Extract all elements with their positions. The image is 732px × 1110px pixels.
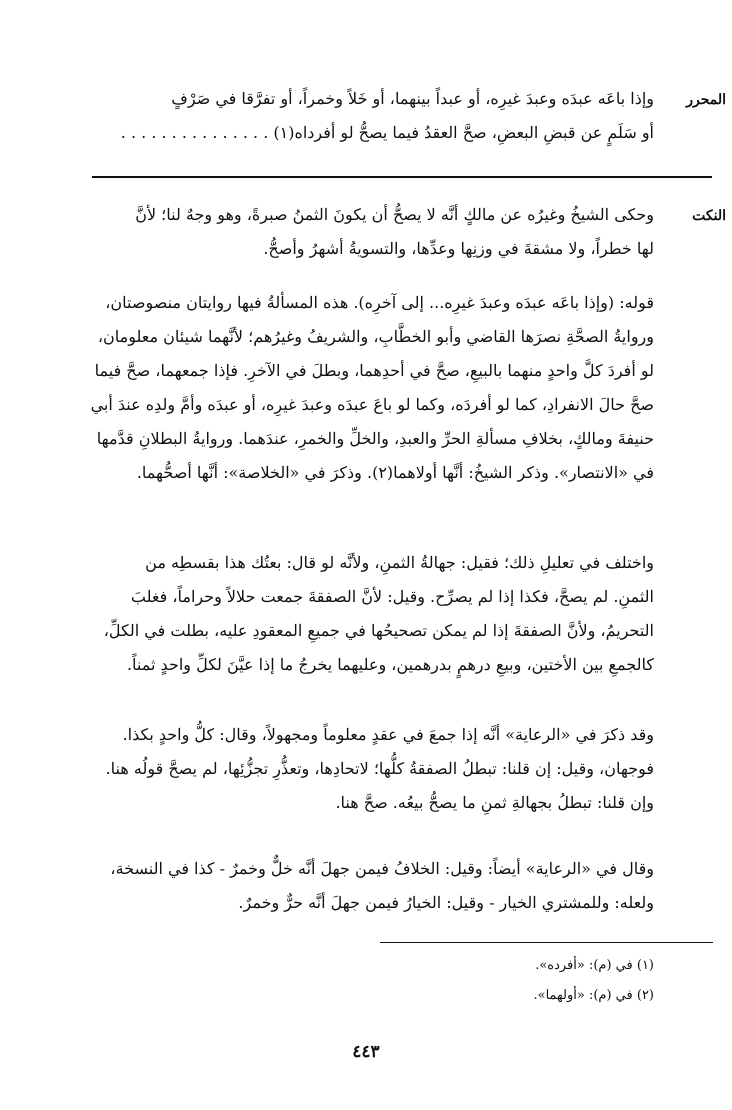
text-line: وحكى الشيخُ وغيرُه عن مالكٍ أنَّه لا يصحُّ أن يكونَ الثمنُ صبرةً، وهو وجهٌ لنا؛ لأنَّ [135, 205, 654, 224]
nukat-paragraph-3 [18, 546, 654, 682]
text-line: ولعله: وللمشتري الخيار - وقيل: الخيارُ فيمن جهلَ أنَّه حرٌّ وخمرٌ. [238, 893, 654, 912]
text-line: فوجهان، وقيل: إن قلنا: تبطلُ الصفقةُ كلُّها؛ لاتحادِها، وتعذُّرِ تجزُّئِها، لم يصحَّ قولُه هنا. [105, 759, 654, 778]
text-line: لو أفردَ كلَّ واحدٍ منهما بالبيعِ، صحَّ في أحدِهما، وبطلَ في الآخرِ. فإذا جمعهما، صحَّ فيما [94, 361, 654, 380]
text-line: لها خطراً، ولا مشقةَ في وزنِها وعدِّها، والتسويةُ أشهرُ وأصحُّ. [263, 239, 654, 258]
text-line: وقال في «الرعاية» أيضاً: وقيل: الخلافُ فيمن جهلَ أنَّه خلٌّ وخمرٌ - كذا في النسخة، [110, 859, 654, 878]
text-line: واختلف في تعليلِ ذلك؛ فقيل: جهالةُ الثمنِ، ولأنَّه لو قال: بعتُك هذا بقسطِه من [145, 553, 654, 572]
page-number: ٤٤٣ [352, 1042, 380, 1062]
text-line: قوله: (وإذا باعَه عبدَه وعبدَ غيرِه... إلى آخرِه). هذه المسألةُ فيها روايتان منصوصتان، [105, 293, 654, 312]
nukat-paragraph-4 [18, 718, 654, 820]
muharrar-text [18, 82, 654, 150]
text-line: الثمنِ. لم يصحَّ، فكذا إذا لم يصرِّح. وقيل: لأنَّ الصفقةَ جمعت حلالاً وحراماً، فغلبَ [130, 587, 654, 606]
text-line: التحريمُ، ولأنَّ الصفقةَ إذا لم يمكن تصحيحُها في جميعِ المعقودِ عليه، بطلت في الكلِّ، [103, 621, 654, 640]
nukat-paragraph-2 [18, 286, 654, 490]
nukat-paragraph-5 [18, 852, 654, 920]
muharrar-label: المحرر [686, 92, 726, 108]
footnote-2: (٢) في (م): «أولهما». [533, 988, 654, 1003]
footnote-divider [380, 942, 713, 943]
text-line: وقد ذكرَ في «الرعاية» أنَّه إذا جمعَ في عقدٍ معلوماً ومجهولاً، وقال: كلُّ واحدٍ بكذا. [122, 725, 654, 744]
nukat-label: النكت [692, 208, 726, 224]
text-line: أو سَلَمٍ عن قبضِ البعضِ، صحَّ العقدُ فيما يصحُّ لو أفرداه(١) . . . . . . . . . . . . . . . [120, 123, 654, 142]
text-line: وروايةُ الصحَّةِ نصرَها القاضي وأبو الخطَّابِ، والشريفُ وغيرُهم؛ لأنَّهما شيئان معلومان، [97, 327, 654, 346]
text-line: حنيفةَ ومالكٍ، بخلافِ مسألةِ الحرِّ والعبدِ، والخلِّ والخمرِ، عندَهما. وروايةُ البطلانِ قدَّمها [96, 429, 654, 448]
text-line: وإن قلنا: تبطلُ بجهالةِ ثمنِ ما يصحُّ بيعُه. صحَّ هنا. [335, 793, 654, 812]
text-line: وإذا باعَه عبدَه وعبدَ غيرِه، أو عبداً بينهما، أو خَلاً وخمراً، أو تفرَّقا في صَرْفٍ [171, 89, 654, 108]
section-divider [92, 176, 712, 178]
text-line: كالجمعِ بين الأختين، وبيعِ درهمٍ بدرهمين، وعليهما يخرجُ ما إذا عيَّنَ لكلِّ واحدٍ ثمناً. [126, 655, 654, 674]
footnote-1: (١) في (م): «أفرده». [535, 958, 654, 973]
text-line: في «الانتصار». وذكر الشيخُ: أنَّها أولاهما(٢). وذكرَ في «الخلاصة»: أنَّها أصحُّهما. [136, 463, 654, 482]
text-line: صحَّ حالَ الانفرادِ، كما لو أفردَه، وكما لو باعَ عبدَه وعبدَ غيرِه، أو عبدَه وأمَّ ولدِه عندَ أبي [90, 395, 654, 414]
nukat-paragraph-1 [18, 198, 654, 266]
